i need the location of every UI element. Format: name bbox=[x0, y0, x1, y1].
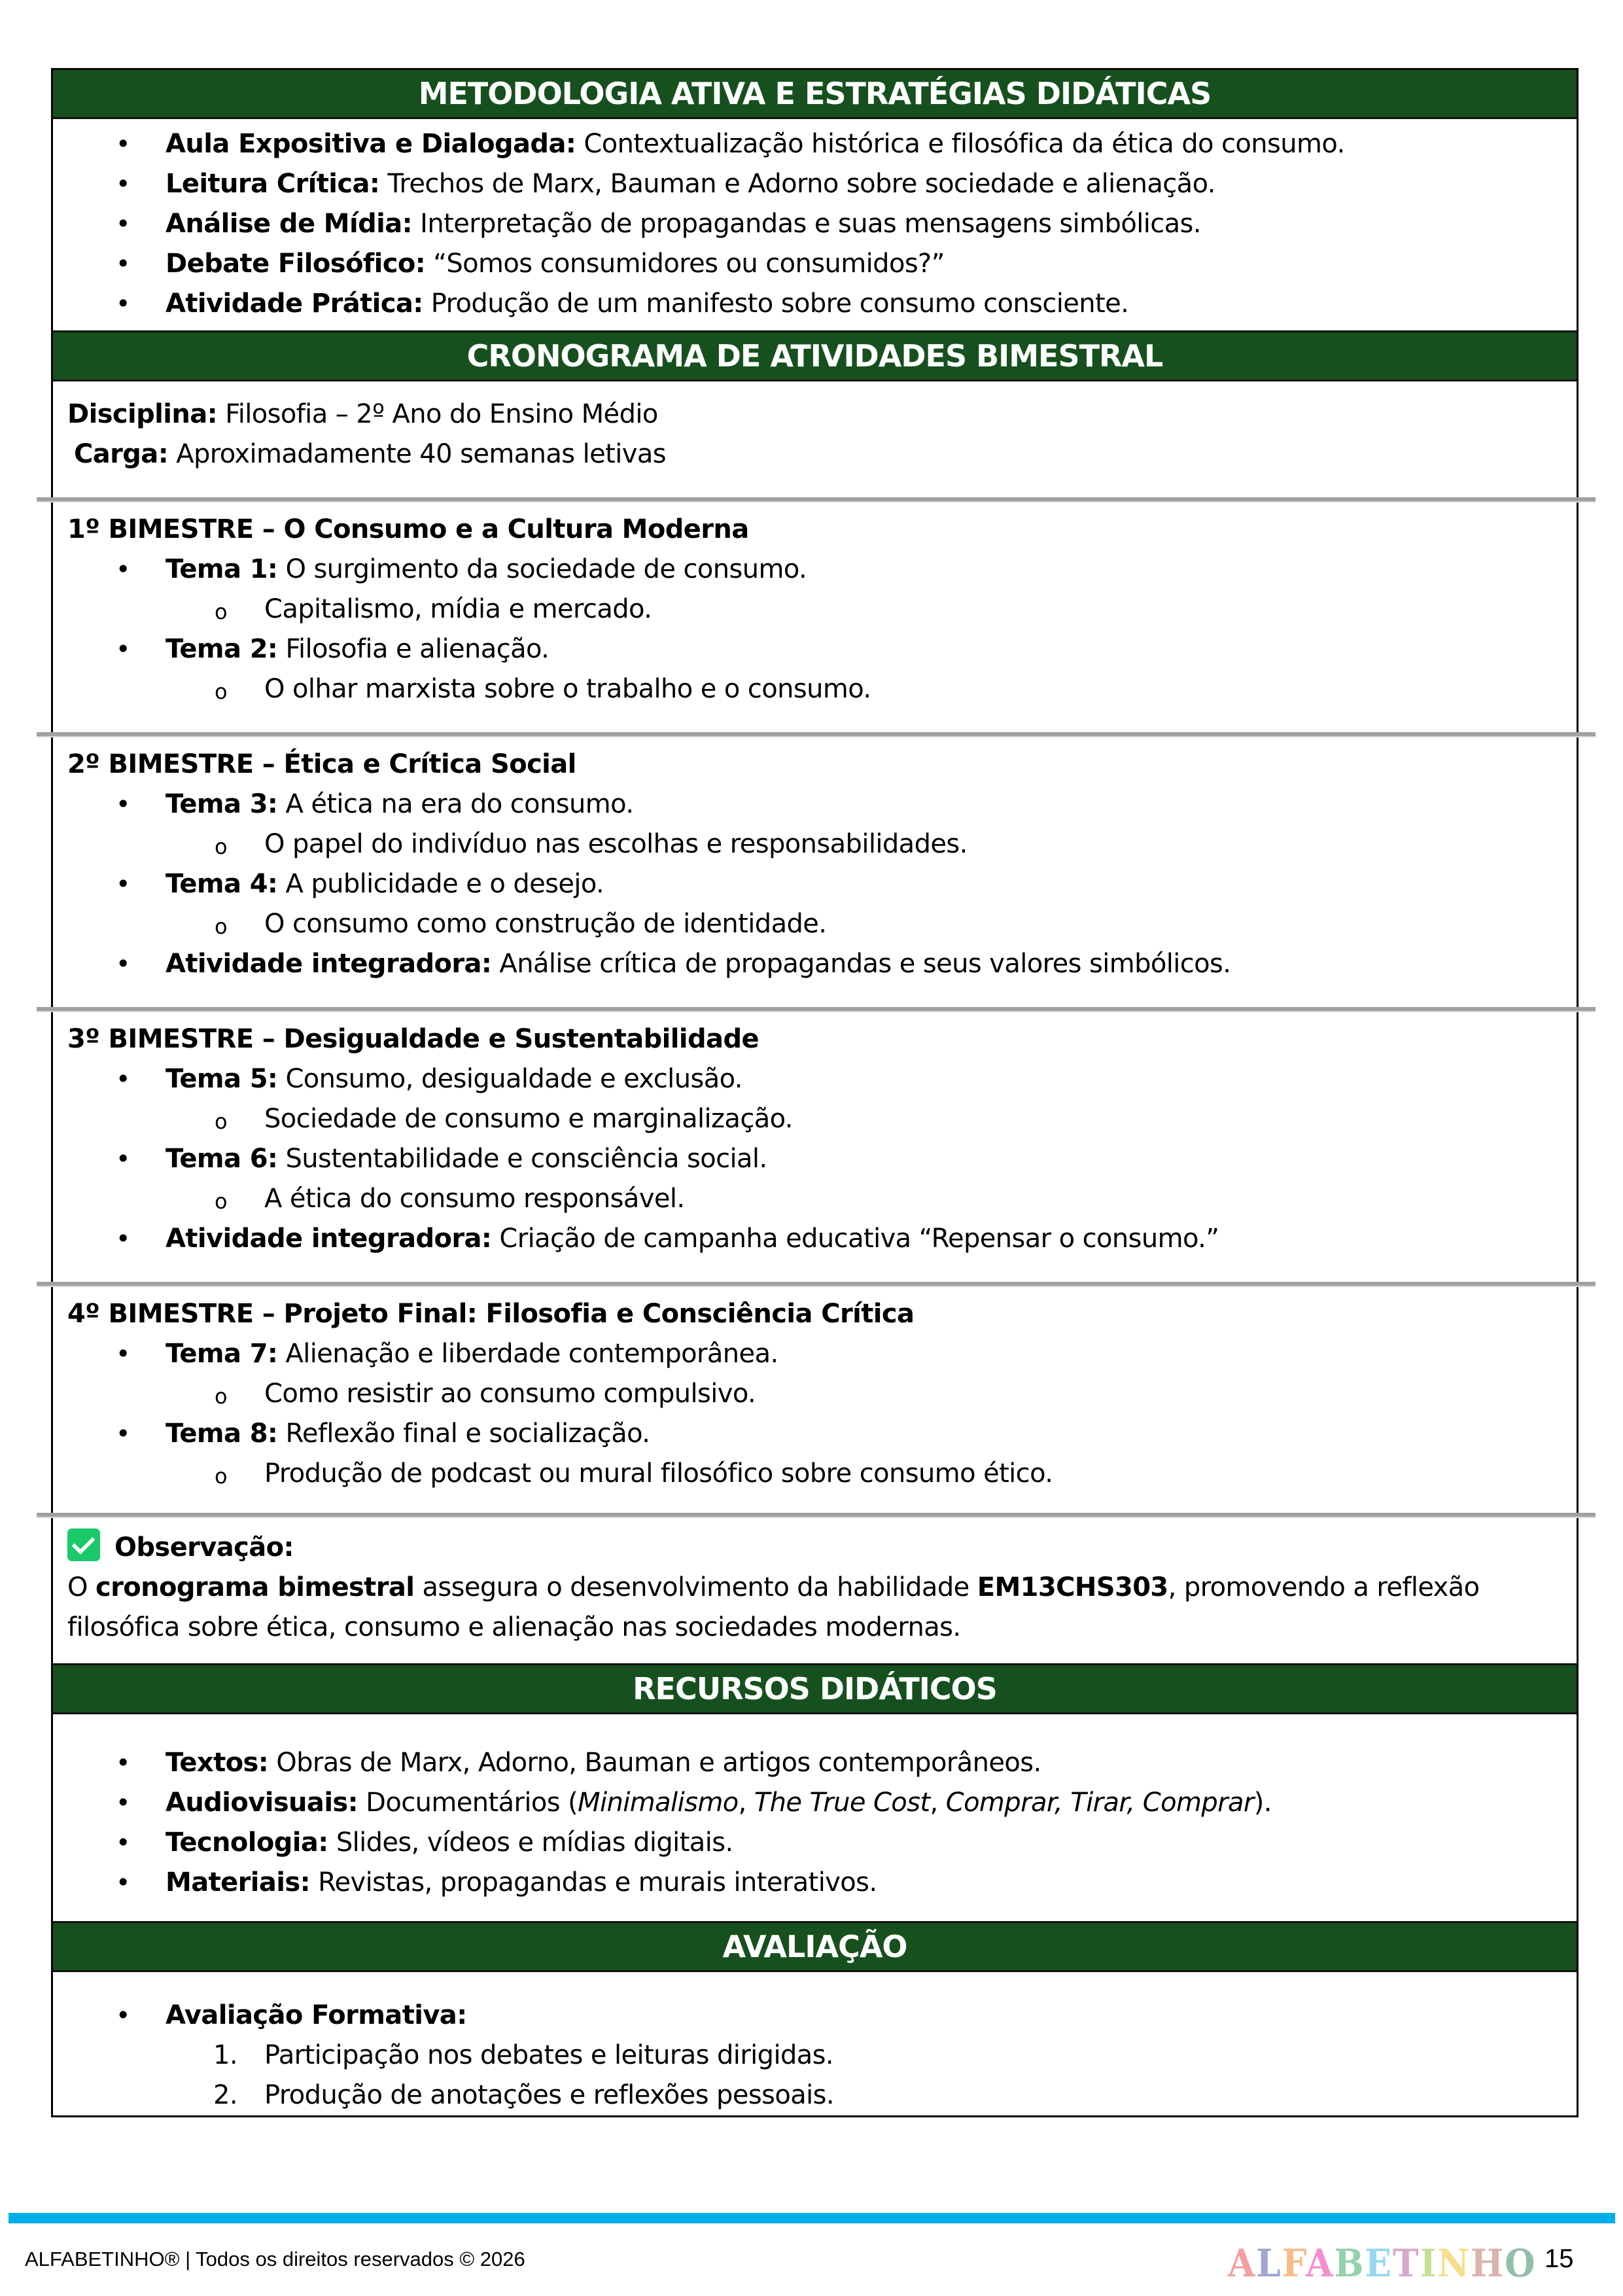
atividade-list bbox=[53, 1219, 1577, 1259]
observacao-title-line bbox=[67, 1528, 1577, 1568]
tema-label: Tema 4: bbox=[166, 869, 278, 899]
divider bbox=[37, 1007, 1596, 1011]
tema-list bbox=[53, 629, 1577, 669]
logo-letter: A bbox=[1228, 2241, 1257, 2286]
tema-item bbox=[53, 1334, 1577, 1374]
film-title: Minimalismo bbox=[578, 1788, 739, 1818]
item-text: Interpretação de propagandas e suas mensagens simbólicas. bbox=[412, 209, 1201, 239]
tema-list bbox=[53, 785, 1577, 824]
check-mark-icon bbox=[67, 1528, 100, 1561]
logo-letter: O bbox=[1505, 2241, 1537, 2286]
item-text: Contextualização histórica e filosófica da ética do consumo. bbox=[576, 129, 1345, 159]
tema-list bbox=[53, 1334, 1577, 1374]
course-info bbox=[53, 381, 1577, 499]
item-label: Tecnologia: bbox=[166, 1828, 328, 1858]
separator: , bbox=[738, 1788, 754, 1818]
tema-list bbox=[53, 550, 1577, 590]
tema-item bbox=[53, 864, 1577, 904]
section-header-avaliacao: AVALIAÇÃO bbox=[53, 1921, 1577, 1972]
obs-text-part: assegura o desenvolvimento da habilidade bbox=[414, 1572, 977, 1602]
item-text: Trechos de Marx, Bauman e Adorno sobre sociedade e alienação. bbox=[379, 169, 1215, 199]
item-label: Análise de Mídia: bbox=[166, 209, 413, 239]
subtema-item: o A ética do consumo responsável. bbox=[53, 1179, 1577, 1219]
logo-letter: N bbox=[1437, 2241, 1471, 2286]
atividade-text: Criação de campanha educativa “Repensar o consumo.” bbox=[491, 1224, 1219, 1254]
bimestre-title: 4º BIMESTRE – Projeto Final: Filosofia e Consciência Crítica bbox=[67, 1299, 915, 1329]
item-label: Avaliação Formativa: bbox=[166, 2000, 467, 2030]
subtema-list bbox=[53, 1179, 1577, 1219]
item-number: 2. bbox=[213, 2080, 237, 2110]
atividade-item bbox=[53, 1219, 1577, 1259]
list-item bbox=[53, 1743, 1577, 1783]
list-item bbox=[53, 1996, 1577, 2036]
carga-value: Aproximadamente 40 semanas letivas bbox=[168, 439, 666, 469]
divider bbox=[37, 1513, 1596, 1517]
logo-letter: F bbox=[1282, 2241, 1306, 2286]
logo-letter: H bbox=[1470, 2241, 1505, 2286]
atividade-label: Atividade integradora: bbox=[166, 949, 492, 979]
section-header-cronograma: CRONOGRAMA DE ATIVIDADES BIMESTRAL bbox=[53, 330, 1577, 381]
tema-item bbox=[53, 629, 1577, 669]
tema-text: Filosofia e alienação. bbox=[277, 634, 550, 664]
divider bbox=[37, 732, 1596, 736]
separator: , bbox=[930, 1788, 946, 1818]
item-text: Participação nos debates e leituras dirigidas. bbox=[264, 2040, 834, 2070]
bimestre-1 bbox=[53, 499, 1577, 734]
logo-letter: B bbox=[1334, 2241, 1365, 2286]
tema-item bbox=[53, 1139, 1577, 1179]
item-text: Documentários ( bbox=[358, 1788, 578, 1818]
subtema-list bbox=[53, 590, 1577, 629]
subtema-list bbox=[53, 1374, 1577, 1414]
list-item bbox=[53, 244, 1577, 284]
divider bbox=[37, 497, 1596, 501]
logo-letter: E bbox=[1365, 2241, 1393, 2286]
bimestre-title: 3º BIMESTRE – Desigualdade e Sustentabilidade bbox=[67, 1024, 759, 1054]
subtema-item: o Capitalismo, mídia e mercado. bbox=[53, 590, 1577, 629]
page-number: 15 bbox=[1544, 2244, 1574, 2273]
subtema-item: o O olhar marxista sobre o trabalho e o consumo. bbox=[53, 669, 1577, 709]
lesson-plan-box bbox=[51, 68, 1579, 2117]
atividade-label: Atividade integradora: bbox=[166, 1224, 492, 1254]
subtema-list bbox=[53, 1454, 1577, 1494]
subtema-list bbox=[53, 1099, 1577, 1139]
recursos-list bbox=[53, 1743, 1577, 1903]
tema-text: Sustentabilidade e consciência social. bbox=[277, 1144, 767, 1174]
item-number: 1. bbox=[213, 2040, 237, 2070]
subtema-item: o O papel do indivíduo nas escolhas e responsabilidades. bbox=[53, 824, 1577, 864]
tema-item bbox=[53, 1414, 1577, 1454]
tema-text: O surgimento da sociedade de consumo. bbox=[277, 554, 807, 584]
list-item bbox=[53, 1863, 1577, 1903]
item-text: Revistas, propagandas e murais interativos. bbox=[310, 1867, 877, 1898]
carga-label: Carga: bbox=[74, 439, 169, 469]
bimestre-3 bbox=[53, 1009, 1577, 1284]
tema-item bbox=[53, 550, 1577, 590]
tema-text: Consumo, desigualdade e exclusão. bbox=[277, 1064, 742, 1094]
item-label: Textos: bbox=[166, 1748, 269, 1778]
observacao-text bbox=[67, 1568, 1577, 1648]
observacao-title: Observação: bbox=[114, 1532, 294, 1563]
disciplina-line bbox=[67, 395, 1577, 434]
list-item bbox=[53, 1783, 1577, 1823]
subtema-item: o Sociedade de consumo e marginalização. bbox=[53, 1099, 1577, 1139]
avaliacao-body bbox=[53, 1972, 1577, 2115]
obs-bold-habilidade: EM13CHS303 bbox=[977, 1572, 1168, 1602]
item-text: ). bbox=[1253, 1788, 1272, 1818]
list-item bbox=[53, 164, 1577, 204]
tema-label: Tema 1: bbox=[166, 554, 278, 584]
section-header-metodologia: METODOLOGIA ATIVA E ESTRATÉGIAS DIDÁTICAS bbox=[53, 70, 1577, 119]
item-text: Slides, vídeos e mídias digitais. bbox=[328, 1828, 733, 1858]
subtema-item: o Como resistir ao consumo compulsivo. bbox=[53, 1374, 1577, 1414]
bimestre-title: 1º BIMESTRE – O Consumo e a Cultura Moderna bbox=[67, 514, 749, 544]
tema-list bbox=[53, 1414, 1577, 1454]
obs-text-part: , promovendo a reflexão filosófica sobre ética, consumo e alienação nas sociedades modernas. bbox=[67, 1572, 1480, 1642]
tema-text: A publicidade e o desejo. bbox=[277, 869, 604, 899]
bimestre-title: 2º BIMESTRE – Ética e Crítica Social bbox=[67, 749, 576, 779]
logo-letter: T bbox=[1392, 2241, 1420, 2286]
atividade-text: Análise crítica de propagandas e seus valores simbólicos. bbox=[491, 949, 1231, 979]
tema-label: Tema 3: bbox=[166, 789, 278, 819]
subtema-list bbox=[53, 669, 1577, 709]
tema-label: Tema 2: bbox=[166, 634, 278, 664]
tema-label: Tema 5: bbox=[166, 1064, 278, 1094]
tema-text: A ética na era do consumo. bbox=[277, 789, 634, 819]
subtema-item: o Produção de podcast ou mural filosófico sobre consumo ético. bbox=[53, 1454, 1577, 1494]
item-label: Materiais: bbox=[166, 1867, 310, 1898]
obs-bold-cronograma: cronograma bimestral bbox=[96, 1572, 415, 1602]
subtema-list bbox=[53, 824, 1577, 864]
subtema-list bbox=[53, 904, 1577, 944]
tema-text: Reflexão final e socialização. bbox=[277, 1419, 650, 1449]
logo-letter: L bbox=[1256, 2241, 1282, 2286]
disciplina-value: Filosofia – 2º Ano do Ensino Médio bbox=[217, 399, 658, 429]
section-header-recursos: RECURSOS DIDÁTICOS bbox=[53, 1663, 1577, 1714]
tema-list bbox=[53, 1059, 1577, 1099]
item-text: Obras de Marx, Adorno, Bauman e artigos contemporâneos. bbox=[268, 1748, 1041, 1778]
tema-list bbox=[53, 1139, 1577, 1179]
avaliacao-list bbox=[53, 1996, 1577, 2036]
tema-item bbox=[53, 785, 1577, 824]
avaliacao-numbered-list bbox=[53, 2036, 1577, 2115]
item-text: Produção de um manifesto sobre consumo consciente. bbox=[423, 289, 1129, 319]
bimestre-4 bbox=[53, 1284, 1577, 1515]
item-label: Aula Expositiva e Dialogada: bbox=[166, 129, 576, 159]
tema-item bbox=[53, 1059, 1577, 1099]
footer-copyright: ALFABETINHO® | Todos os direitos reservados © 2026 bbox=[25, 2248, 525, 2270]
metodologia-body bbox=[53, 119, 1577, 330]
bimestre-2 bbox=[53, 734, 1577, 1009]
atividade-list bbox=[53, 944, 1577, 984]
list-item bbox=[53, 284, 1577, 324]
list-item bbox=[53, 124, 1577, 164]
disciplina-label: Disciplina: bbox=[67, 399, 218, 429]
numbered-item bbox=[53, 2075, 1577, 2115]
logo-letter: A bbox=[1306, 2241, 1335, 2286]
list-item bbox=[53, 204, 1577, 244]
atividade-item bbox=[53, 944, 1577, 984]
tema-label: Tema 8: bbox=[166, 1419, 278, 1449]
tema-text: Alienação e liberdade contemporânea. bbox=[277, 1339, 778, 1369]
metodologia-list bbox=[53, 124, 1577, 324]
divider bbox=[37, 1282, 1596, 1286]
list-item bbox=[53, 1823, 1577, 1863]
tema-label: Tema 7: bbox=[166, 1339, 278, 1369]
item-label: Audiovisuais: bbox=[166, 1788, 358, 1818]
film-title: Comprar, Tirar, Comprar bbox=[945, 1788, 1254, 1818]
brand-logo bbox=[1228, 2241, 1537, 2286]
numbered-item bbox=[53, 2036, 1577, 2075]
item-text: Produção de anotações e reflexões pessoais. bbox=[264, 2080, 834, 2110]
tema-label: Tema 6: bbox=[166, 1144, 278, 1174]
carga-line bbox=[67, 434, 1577, 474]
subtema-item: o O consumo como construção de identidade. bbox=[53, 904, 1577, 944]
item-label: Atividade Prática: bbox=[166, 289, 423, 319]
footer-accent-bar bbox=[9, 2213, 1615, 2223]
recursos-body bbox=[53, 1714, 1577, 1921]
item-text: “Somos consumidores ou consumidos?” bbox=[425, 249, 945, 279]
obs-text-part: O bbox=[67, 1572, 96, 1602]
observacao-block bbox=[53, 1515, 1577, 1663]
item-label: Leitura Crítica: bbox=[166, 169, 380, 199]
film-title: The True Cost bbox=[754, 1788, 930, 1818]
item-label: Debate Filosófico: bbox=[166, 249, 426, 279]
tema-list bbox=[53, 864, 1577, 904]
logo-letter: I bbox=[1420, 2241, 1438, 2286]
